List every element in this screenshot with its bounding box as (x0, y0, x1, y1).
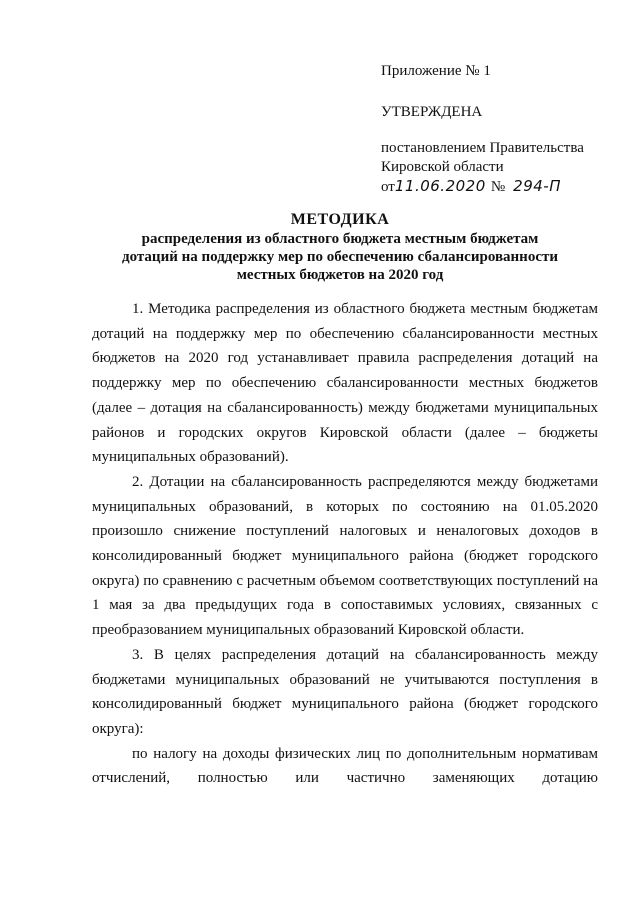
document-title: МЕТОДИКА (290, 211, 390, 228)
approval-stamp (381, 62, 621, 197)
paragraph-2: 2. Дотации на сбалансированность распределяются между бюджетами муниципальных образований, в которых по состоянию на 01.05.2020 произошло снижение поступлений налоговых и неналоговых доходов в консолидированный бюджет муниципального района (бюджет городского округа) по сравнению с расчетным объемом соответствующих поступлений на 1 мая за два предыдущих года в сопоставимых условиях, связанных с преобразованием муниципальных образований Кировской области. (92, 473, 598, 639)
region-label: Кировской области (381, 159, 504, 175)
paragraph-3: 3. В целях распределения дотаций на сбалансированность между бюджетами муниципальных образований не учитываются поступления в консолидированный бюджет муниципального района (бюджет городского округа): (92, 646, 598, 737)
number-label: № (490, 179, 506, 195)
document-body (92, 297, 598, 791)
decree-date-number-line (381, 177, 621, 197)
paragraph-1: 1. Методика распределения из областного бюджета местным бюджетам дотаций на поддержку мер по обеспечению сбалансированности местных бюджетов на 2020 год устанавливает правила распределения дотаций на поддержку мер по обеспечению сбалансированности местных бюджетов (далее – дотация на сбалансированность) между бюджетами муниципальных районов и городских округов Кировской области (далее – бюджеты муниципальных образований). (92, 301, 598, 466)
paragraph-4: по налогу на доходы физических лиц по дополнительным нормативам отчислений, полностью или частично заменяющих дотацию (92, 745, 598, 787)
handwritten-number: 294-П (513, 177, 561, 195)
document-subtitle: распределения из областного бюджета местным бюджетам дотаций на поддержку мер по обеспечению сбалансированности местных бюджетов на 2020 год (121, 231, 558, 283)
from-label: от (381, 179, 395, 195)
annex-label: Приложение № 1 (381, 63, 491, 79)
approved-label: УТВЕРЖДЕНА (381, 104, 483, 120)
handwritten-date: 11.06.2020 (394, 177, 486, 195)
decree-label: постановлением Правительства (381, 140, 584, 156)
document-title-block (90, 210, 590, 284)
